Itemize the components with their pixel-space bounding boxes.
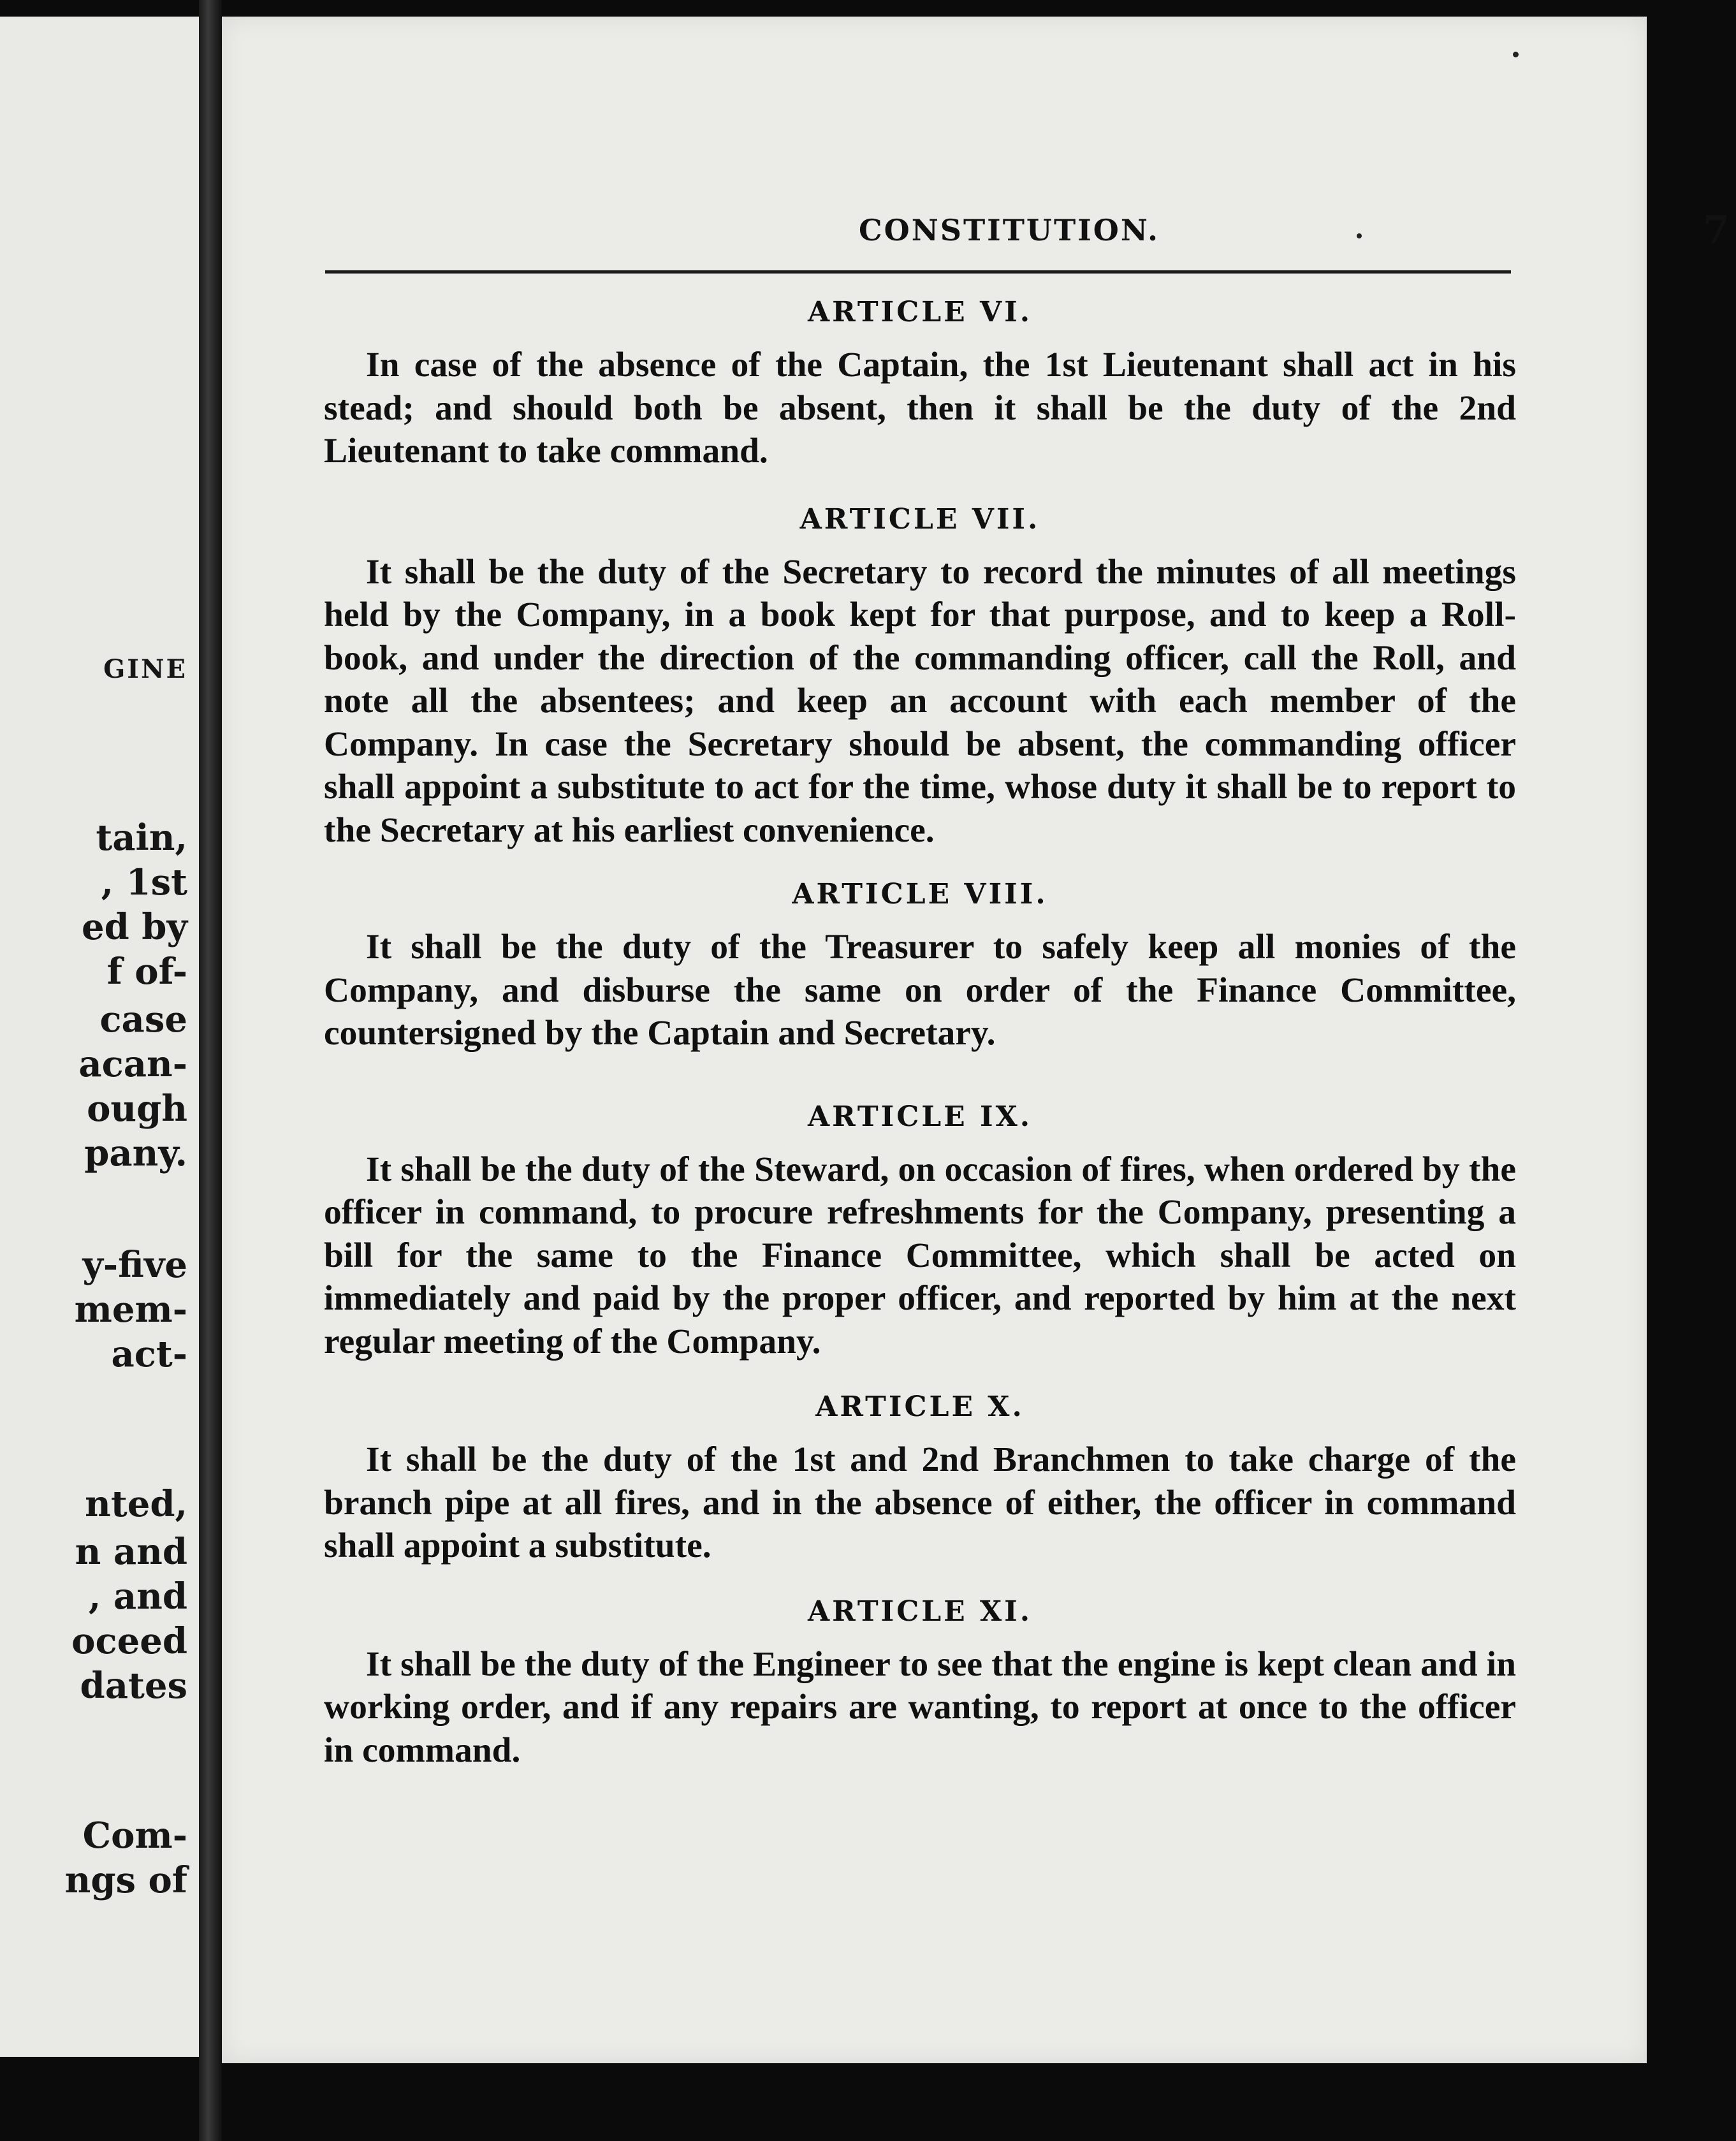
article-heading: ARTICLE XI. — [807, 1595, 1033, 1628]
facing-page-line: GINE — [103, 654, 187, 684]
facing-page-line: , and — [88, 1575, 187, 1618]
running-head-title: CONSTITUTION. — [859, 213, 1160, 247]
facing-page-line: pany. — [84, 1132, 187, 1174]
facing-page-line: Com- — [82, 1815, 187, 1857]
article-heading: ARTICLE X. — [815, 1391, 1025, 1423]
facing-page-line: f of- — [106, 951, 187, 993]
facing-page-line: act- — [111, 1333, 187, 1375]
facing-page-line: , 1st — [101, 861, 187, 903]
article-heading: ARTICLE IX. — [807, 1100, 1033, 1133]
page-number: 7 — [1703, 208, 1730, 252]
facing-page-line: oceed — [71, 1620, 187, 1662]
facing-page-line: tain, — [96, 817, 187, 859]
article-section — [324, 1389, 1516, 1568]
article-section — [324, 294, 1516, 473]
facing-page-line: mem- — [74, 1289, 187, 1331]
facing-page-line: y-five — [82, 1244, 187, 1286]
article-body: It shall be the duty of the Secretary to record the minutes of all meetings held by the Company, in a book kept for that purpose, and to keep a Roll-book, and under the direction of the commanding officer, call the Roll, and note all the absentees; and keep an account with each member of the Company. In case the Secretary should be absent, the commanding officer shall appoint a substitute to act for the time, whose duty it shall be to report to the Secretary at his earliest convenience. — [324, 552, 1516, 850]
article-section — [324, 876, 1516, 1055]
facing-page-fragment — [0, 17, 199, 2057]
article-section — [324, 1099, 1516, 1364]
article-body: It shall be the duty of the Steward, on occasion of fires, when ordered by the officer in command, to procure refreshments for the Company, presenting a bill for the same to the Finance Committee, which shall be acted on immediately and paid by the proper officer, and reported by him at the next regular meeting of the Company. — [324, 1150, 1516, 1361]
article-list — [324, 284, 1516, 1772]
scan-speck — [1513, 52, 1519, 57]
facing-page-line: nted, — [85, 1483, 187, 1525]
article-body: In case of the absence of the Captain, the 1st Lieutenant shall act in his stead; and should both be absent, then it shall be the duty of the 2nd Lieutenant to take command. — [324, 346, 1516, 471]
facing-page-line: acan- — [78, 1043, 187, 1085]
article-body: It shall be the duty of the 1st and 2nd Branchmen to take charge of the branch pipe at all fires, and in the absence of either, the officer in command shall appoint a substitute. — [324, 1440, 1516, 1565]
scan-speck — [1357, 233, 1362, 238]
facing-page-line: case — [99, 998, 187, 1041]
article-heading: ARTICLE VI. — [807, 296, 1033, 328]
book-gutter — [199, 0, 222, 2141]
running-head — [327, 194, 1736, 264]
article-body: It shall be the duty of the Engineer to see that the engine is kept clean and in working order, and if any repairs are wanting, to report at once to the officer in command. — [324, 1644, 1516, 1770]
article-section — [324, 501, 1516, 852]
facing-page-line: dates — [80, 1665, 187, 1707]
facing-page-line: ngs of — [64, 1859, 187, 1901]
facing-page-line: n and — [75, 1531, 187, 1573]
header-rule — [325, 270, 1511, 274]
article-heading: ARTICLE VII. — [799, 502, 1040, 536]
article-section — [324, 1593, 1516, 1772]
facing-page-line: ough — [87, 1088, 187, 1130]
article-body: It shall be the duty of the Treasurer to safely keep all monies of the Company, and disburse the same on order of the Finance Committee, countersigned by the Captain and Secretary. — [324, 928, 1516, 1053]
facing-page-line: ed by — [82, 906, 187, 948]
article-heading: ARTICLE VIII. — [792, 878, 1048, 910]
book-page — [222, 17, 1730, 2063]
